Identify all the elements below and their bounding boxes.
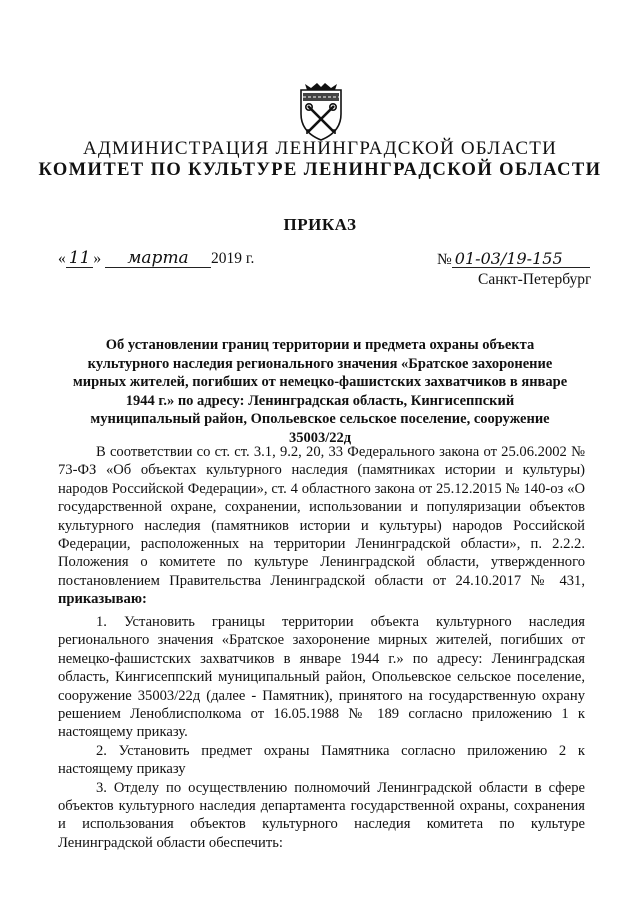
order-date bbox=[58, 250, 254, 268]
date-close-quote: » bbox=[93, 250, 102, 267]
committee-heading: КОМИТЕТ ПО КУЛЬТУРЕ ЛЕНИНГРАДСКОЙ ОБЛАСТИ bbox=[38, 160, 602, 180]
order-subject: Об установлении границ территории и предмета охраны объекта культурного наследия регионального значения «Братское захоронение мирных жителей, погибших от немецко-фашистских захватчиков в январе 1944 г.» по адресу: Ленинградская область, Кингисеппский муниципальный район, Опольевское сельское поселение, сооружение 35003/22д bbox=[72, 337, 568, 446]
order-item-2: 2. Установить предмет охраны Памятника согласно приложению 2 к настоящему приказу bbox=[58, 742, 585, 778]
preamble-section bbox=[58, 443, 585, 609]
order-title: ПРИКАЗ bbox=[283, 215, 357, 234]
preamble-text: В соответствии со ст. ст. 3.1, 9.2, 20, 33 Федерального закона от 25.06.2002 № 73-ФЗ «Об объектах культурного наследия (памятниках истории и культуры) народов Российской Федерации», ст. 4 областного закона от 25.12.2015 № 140-оз «О государственной охране, сохранении, использовании и популяризации объектов культурного наследия (памятников истории и культуры) народов Российской Федерации, расположенных на территории Ленинградской области», п. 2.2.2. Положения о комитете по культуре Ленинградской области, утвержденного постановлением Правительства Ленинградской области от 24.10.2017 № 431, bbox=[58, 444, 585, 589]
order-city: Санкт-Петербург bbox=[478, 271, 592, 288]
order-item-1: 1. Установить границы территории объекта культурного наследия регионального значения «Братское захоронение мирных жителей, погибших от немецко-фашистских захватчиков в январе 1944 г.» по адресу: Ленинградская область, Кингисеппский муниципальный район, Опольевское сельское поселение, сооружение 35003/22д (далее - Памятник), принятого на государственную охрану решением Леноблисполкома от 16.05.1988 № 189 согласно приложению 1 к настоящему приказу. bbox=[58, 614, 585, 741]
number-value: 01-03/19-155 bbox=[452, 250, 590, 268]
number-prefix: № bbox=[437, 251, 452, 268]
date-open-quote: « bbox=[58, 250, 66, 267]
directive-word: приказываю: bbox=[58, 591, 147, 608]
date-day: 11 bbox=[66, 250, 94, 268]
order-number bbox=[437, 250, 590, 269]
order-item-3: 3. Отделу по осуществлению полномочий Ленинградской области в сфере объектов культурного наследия департамента государственной охраны, сохранения и использования объектов культурного наследия комитета по культуре Ленинградской области обеспечить: bbox=[58, 779, 585, 851]
order-items bbox=[58, 613, 585, 852]
preamble-paragraph bbox=[58, 443, 585, 609]
date-year: 2019 г. bbox=[211, 250, 255, 267]
date-month: марта bbox=[105, 250, 211, 268]
administration-heading: АДМИНИСТРАЦИЯ ЛЕНИНГРАДСКОЙ ОБЛАСТИ bbox=[82, 138, 558, 159]
coat-of-arms-emblem bbox=[297, 80, 345, 142]
